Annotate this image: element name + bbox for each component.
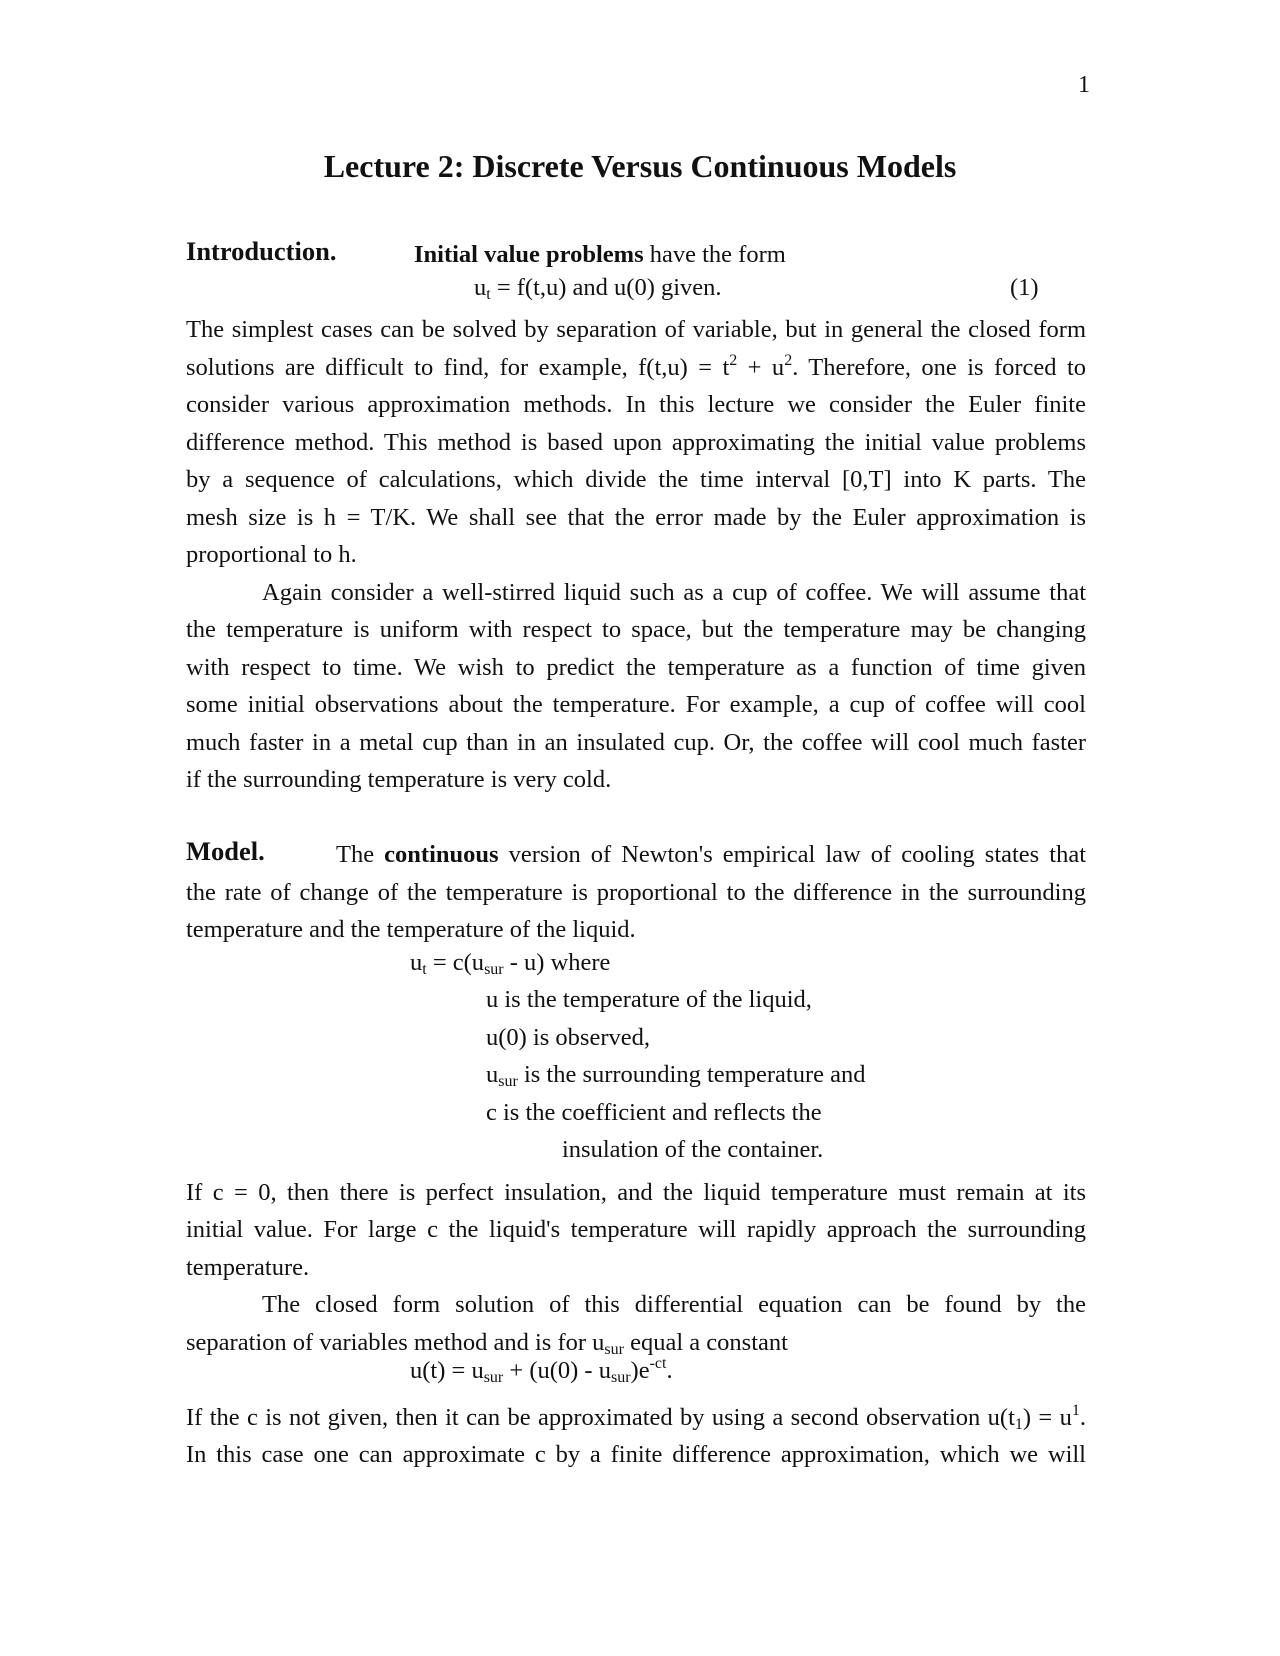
where-line-2: u(0) is observed,	[486, 1024, 650, 1051]
model-lead-bold: continuous	[384, 841, 499, 868]
page-number: 1	[1078, 72, 1090, 98]
intro-lead-bold: Initial value problems	[414, 241, 644, 268]
closed-form-line-1: The closed form solution of this differential equation can be found by the	[262, 1291, 1086, 1318]
intro-lead	[414, 236, 786, 274]
intro-line-1: The simplest cases can be solved by separation of variable, but in general the closed form	[186, 316, 1086, 343]
coffee-line-1: Again consider a well-stirred liquid such as a cup of coffee. We will assume that	[262, 579, 1086, 606]
c-line-2: initial value. For large c the liquid's temperature will rapidly approach the surrounding	[186, 1216, 1086, 1243]
page-title: Lecture 2: Discrete Versus Continuous Models	[323, 148, 957, 184]
equation-1-number: (1)	[1010, 274, 1039, 301]
coffee-line-5: much faster in a metal cup than in an insulated cup. Or, the coffee will cool much faster	[186, 729, 1086, 756]
where-line-4: c is the coefficient and reflects the	[486, 1099, 822, 1126]
where-line-3: $u_{sur}$ is the surrounding temperature and	[486, 1061, 866, 1090]
equation-1: $u_t = f(t,u)$ and u(0) given.	[474, 274, 722, 303]
intro-lead-rest: have the form	[643, 241, 786, 268]
coffee-line-2: the temperature is uniform with respect to space, but the temperature may be changing	[186, 616, 1086, 643]
approx-line: If the c is not given, then it can be approximated by using a second observation $u(t_1) = u^1$.	[186, 1402, 1086, 1433]
intro-line-3: consider various approximation methods. In this lecture we consider the Euler finite	[186, 391, 1086, 418]
closed-form-line-2: separation of variables method and is for $u_{sur}$ equal a constant	[186, 1329, 788, 1358]
model-line-1: The continuous version of Newton's empirical law of cooling states that	[336, 841, 1087, 868]
model-line-3: temperature and the temperature of the liquid.	[186, 916, 636, 943]
final-line: In this case one can approximate c by a finite difference approximation, which we will	[186, 1441, 1086, 1468]
where-line-1: u is the temperature of the liquid,	[486, 986, 812, 1013]
coffee-line-6: if the surrounding temperature is very cold.	[186, 766, 612, 793]
intro-line-2: solutions are difficult to find, for example, $f(t,u) = t^2 + u^2$. Therefore, one is forced to	[186, 352, 1086, 381]
intro-line-4: difference method. This method is based upon approximating the initial value problems	[186, 429, 1086, 456]
c-line-1: If c = 0, then there is perfect insulation, and the liquid temperature must remain at its	[186, 1179, 1086, 1206]
coffee-line-4: some initial observations about the temperature. For example, a cup of coffee will cool	[186, 691, 1086, 718]
model-heading: Model.	[186, 836, 265, 866]
cooling-equation: $u_t = c(u_{sur} - u)$ where	[410, 949, 611, 978]
intro-line-5: by a sequence of calculations, which divide the time interval [0,T] into K parts. The	[186, 466, 1086, 493]
where-line-5: insulation of the container.	[562, 1136, 824, 1163]
intro-line-6: mesh size is h = T/K. We shall see that the error made by the Euler approximation is	[186, 504, 1086, 531]
intro-line-7: proportional to h.	[186, 541, 357, 568]
coffee-line-3: with respect to time. We wish to predict the temperature as a function of time given	[186, 654, 1086, 681]
solution-equation: $u(t) = u_{sur} + (u(0) - u_{sur})e^{-ct}$.	[410, 1355, 673, 1386]
model-line-2: the rate of change of the temperature is proportional to the difference in the surrounding	[186, 879, 1086, 906]
introduction-heading: Introduction.	[186, 236, 337, 266]
c-line-3: temperature.	[186, 1254, 310, 1281]
